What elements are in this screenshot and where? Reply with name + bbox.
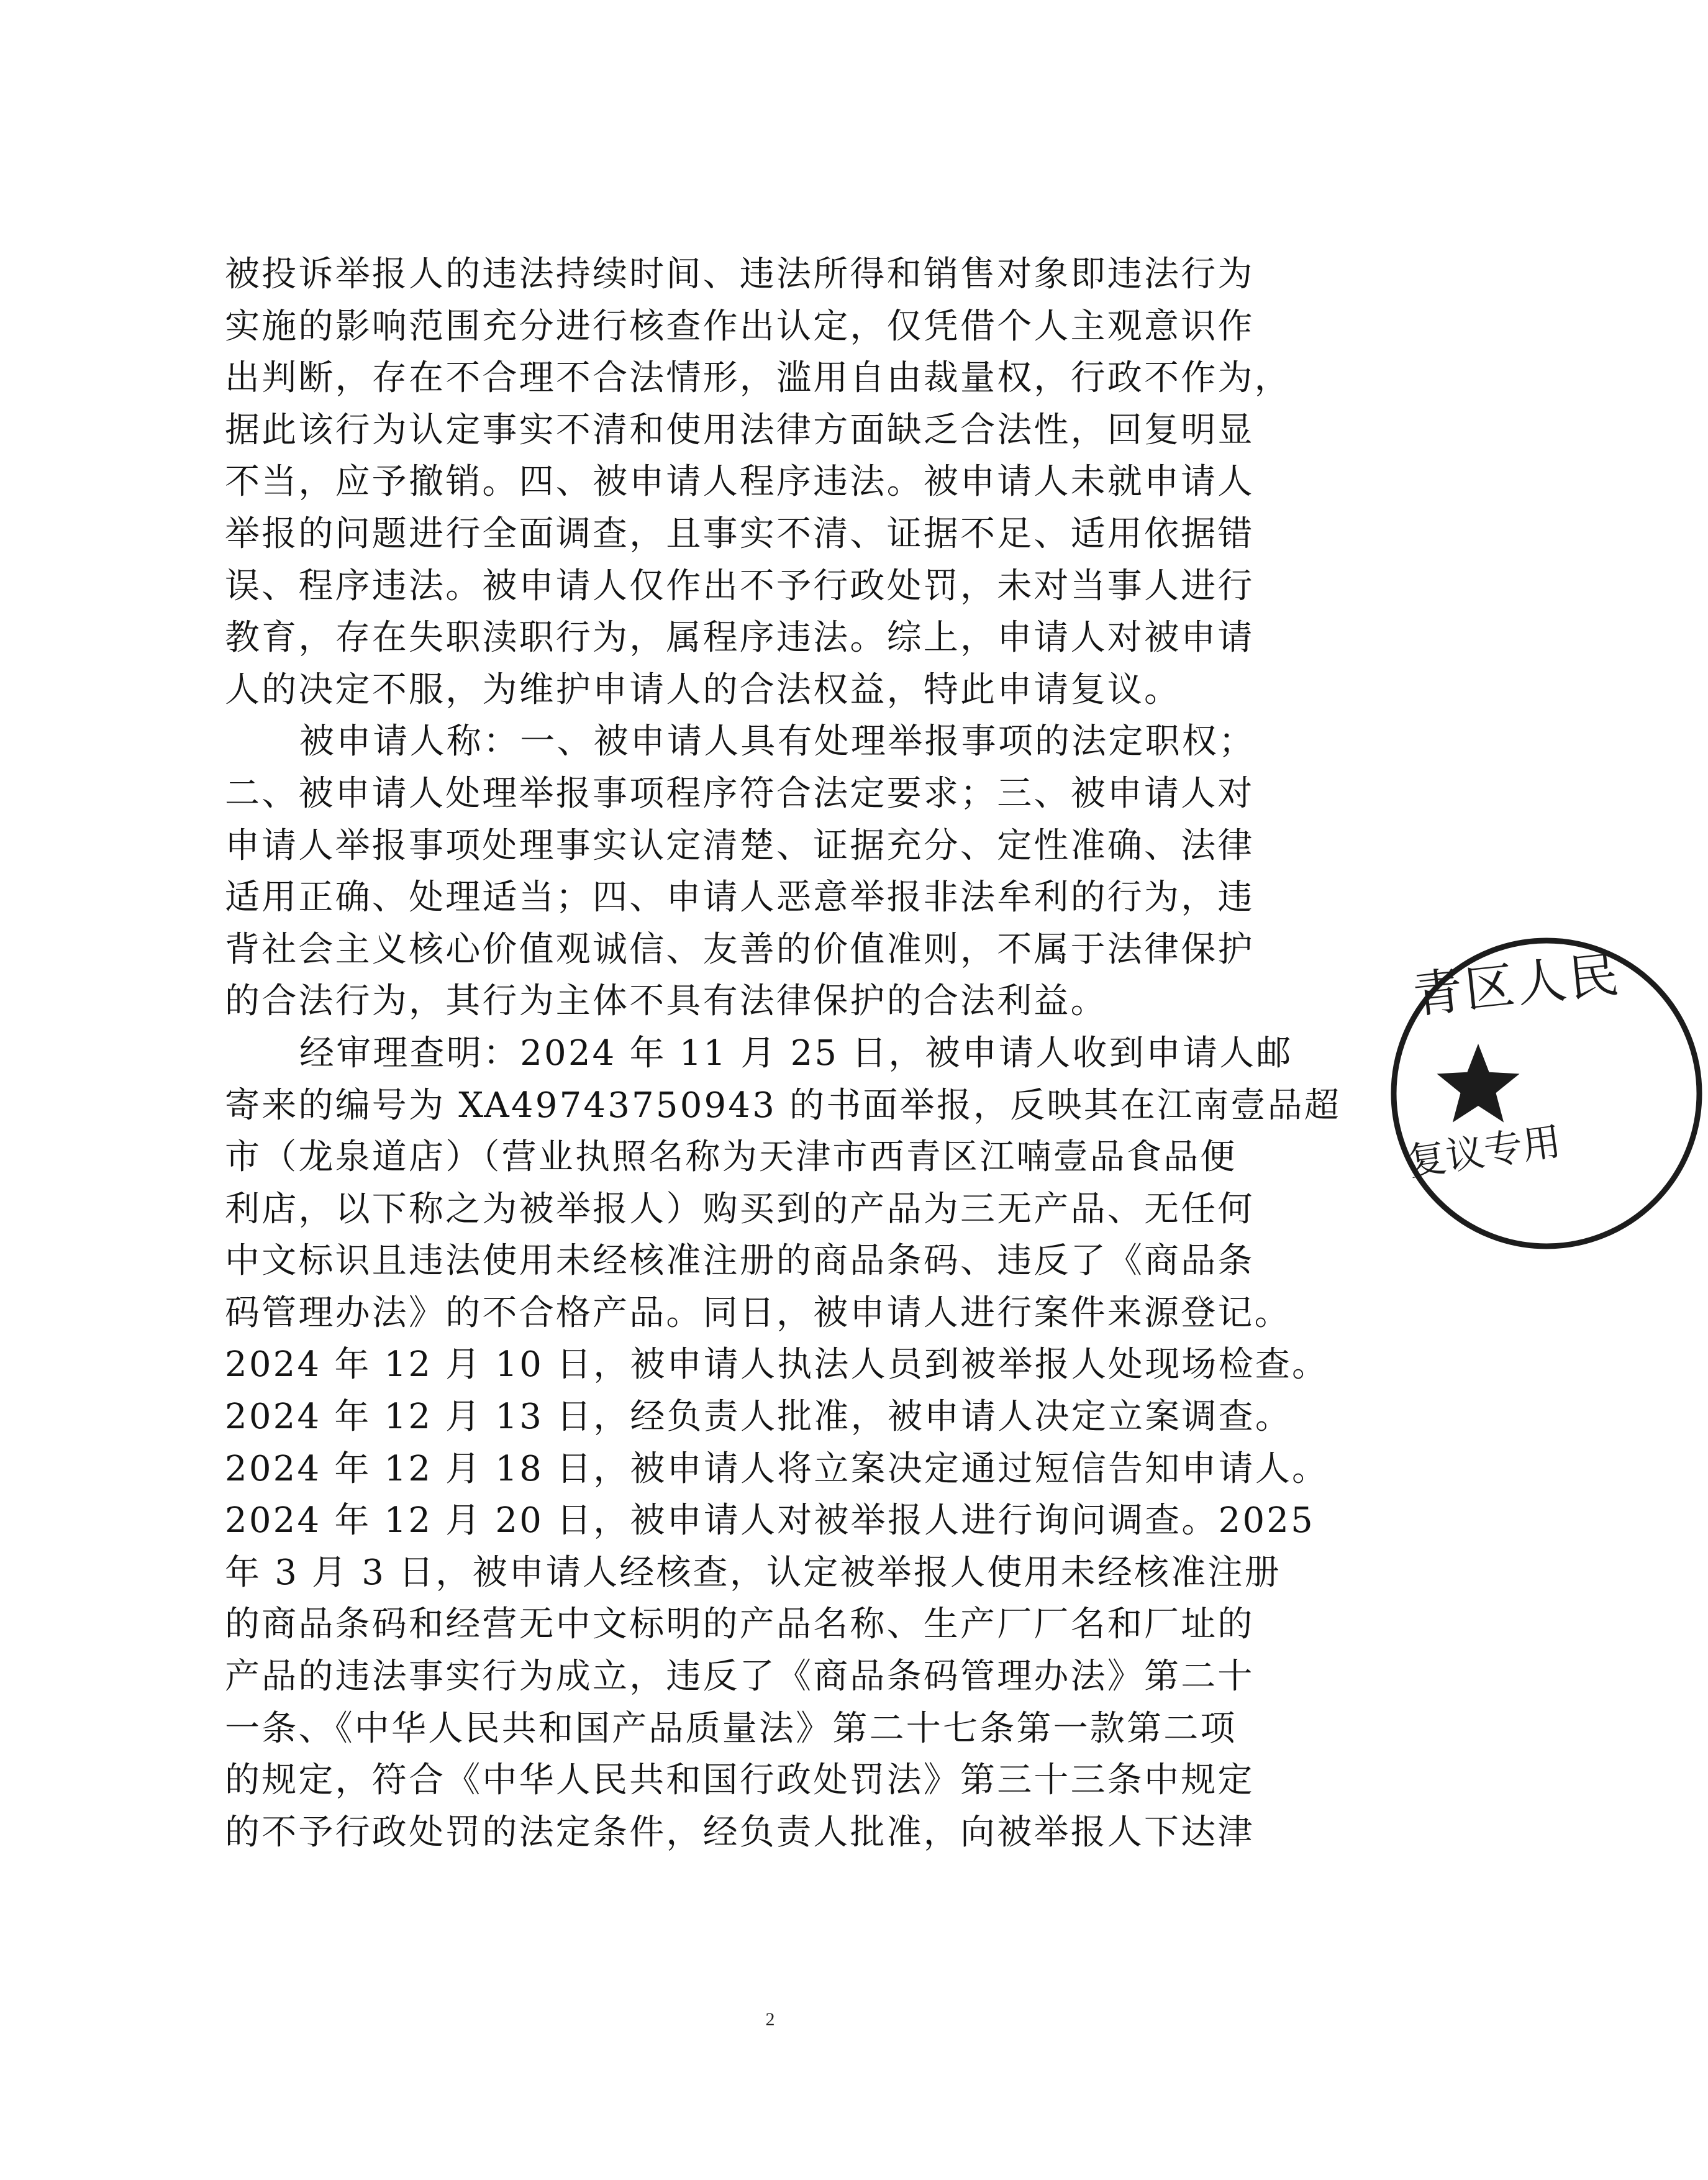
text-line: 寄来的编号为 XA49743750943 的书面举报，反映其在江南壹品超 [225,1085,1342,1126]
text-line: 2024 年 12 月 13 日，经负责人批准，被申请人决定立案调查。 [225,1397,1292,1438]
text-line: 一条、《中华人民共和国产品质量法》第二十七条第一款第二项 [225,1708,1237,1749]
text-line: 不当，应予撤销。四、被申请人程序违法。被申请人未就申请人 [225,462,1255,503]
paragraph-first-line: 被申请人称：一、被申请人具有处理举报事项的法定职权； [299,721,1256,762]
seal-text-top: 青区人民 [1410,945,1624,1024]
text-line: 的合法行为，其行为主体不具有法律保护的合法利益。 [225,981,1107,1022]
text-line: 人的决定不服，为维护申请人的合法权益，特此申请复议。 [225,669,1181,710]
text-line: 码管理办法》的不合格产品。同日，被申请人进行案件来源登记。 [225,1292,1291,1333]
text-line: 的不予行政处罚的法定条件，经负责人批准，向被举报人下达津 [225,1812,1255,1853]
text-line: 市（龙泉道店）（营业执照名称为天津市西青区江喃壹品食品便 [225,1137,1237,1178]
text-line: 教育，存在失职渎职行为，属程序违法。综上，申请人对被申请 [225,618,1255,659]
body-text [225,249,1368,1858]
text-line: 举报的问题进行全面调查，且事实不清、证据不足、适用依据错 [225,513,1255,554]
text-line: 的商品条码和经营无中文标明的产品名称、生产厂厂名和厂址的 [225,1604,1255,1645]
text-line: 申请人举报事项处理事实认定清楚、证据充分、定性准确、法律 [225,825,1255,866]
text-line: 误、程序违法。被申请人仅作出不予行政处罚，未对当事人进行 [225,565,1255,606]
paragraph-first-line: 经审理查明：2024 年 11 月 25 日，被申请人收到申请人邮 [299,1033,1293,1074]
official-seal [1385,932,1708,1255]
page-number: 2 [765,2009,775,2030]
seal-text-bottom: 复议专用 [1404,1118,1564,1185]
text-line: 实施的影响范围充分进行核查作出认定，仅凭借个人主观意识作 [225,306,1255,347]
text-line: 中文标识且违法使用未经核准注册的商品条码、违反了《商品条 [225,1241,1255,1282]
text-line: 利店，以下称之为被举报人）购买到的产品为三无产品、无任何 [225,1188,1255,1229]
text-line: 2024 年 12 月 10 日，被申请人执法人员到被举报人处现场检查。 [225,1344,1329,1385]
text-line: 适用正确、处理适当；四、申请人恶意举报非法牟利的行为，违 [225,877,1255,918]
text-line: 2024 年 12 月 20 日，被申请人对被举报人进行询问调查。2025 [225,1500,1315,1541]
text-line: 二、被申请人处理举报事项程序符合法定要求；三、被申请人对 [225,773,1255,814]
text-line: 产品的违法事实行为成立，违反了《商品条码管理办法》第二十 [225,1656,1255,1697]
text-line: 背社会主义核心价值观诚信、友善的价值准则，不属于法律保护 [225,929,1255,970]
text-line: 据此该行为认定事实不清和使用法律方面缺乏合法性，回复明显 [225,409,1255,450]
text-line: 年 3 月 3 日，被申请人经核查，认定被举报人使用未经核准注册 [225,1552,1281,1593]
star-icon [1437,1044,1519,1123]
text-line: 2024 年 12 月 18 日，被申请人将立案决定通过短信告知申请人。 [225,1448,1329,1489]
text-line: 被投诉举报人的违法持续时间、违法所得和销售对象即违法行为 [225,254,1255,294]
text-line: 的规定，符合《中华人民共和国行政处罚法》第三十三条中规定 [225,1760,1255,1801]
text-line: 出判断，存在不合理不合法情形，滥用自由裁量权，行政不作为， [225,358,1291,399]
